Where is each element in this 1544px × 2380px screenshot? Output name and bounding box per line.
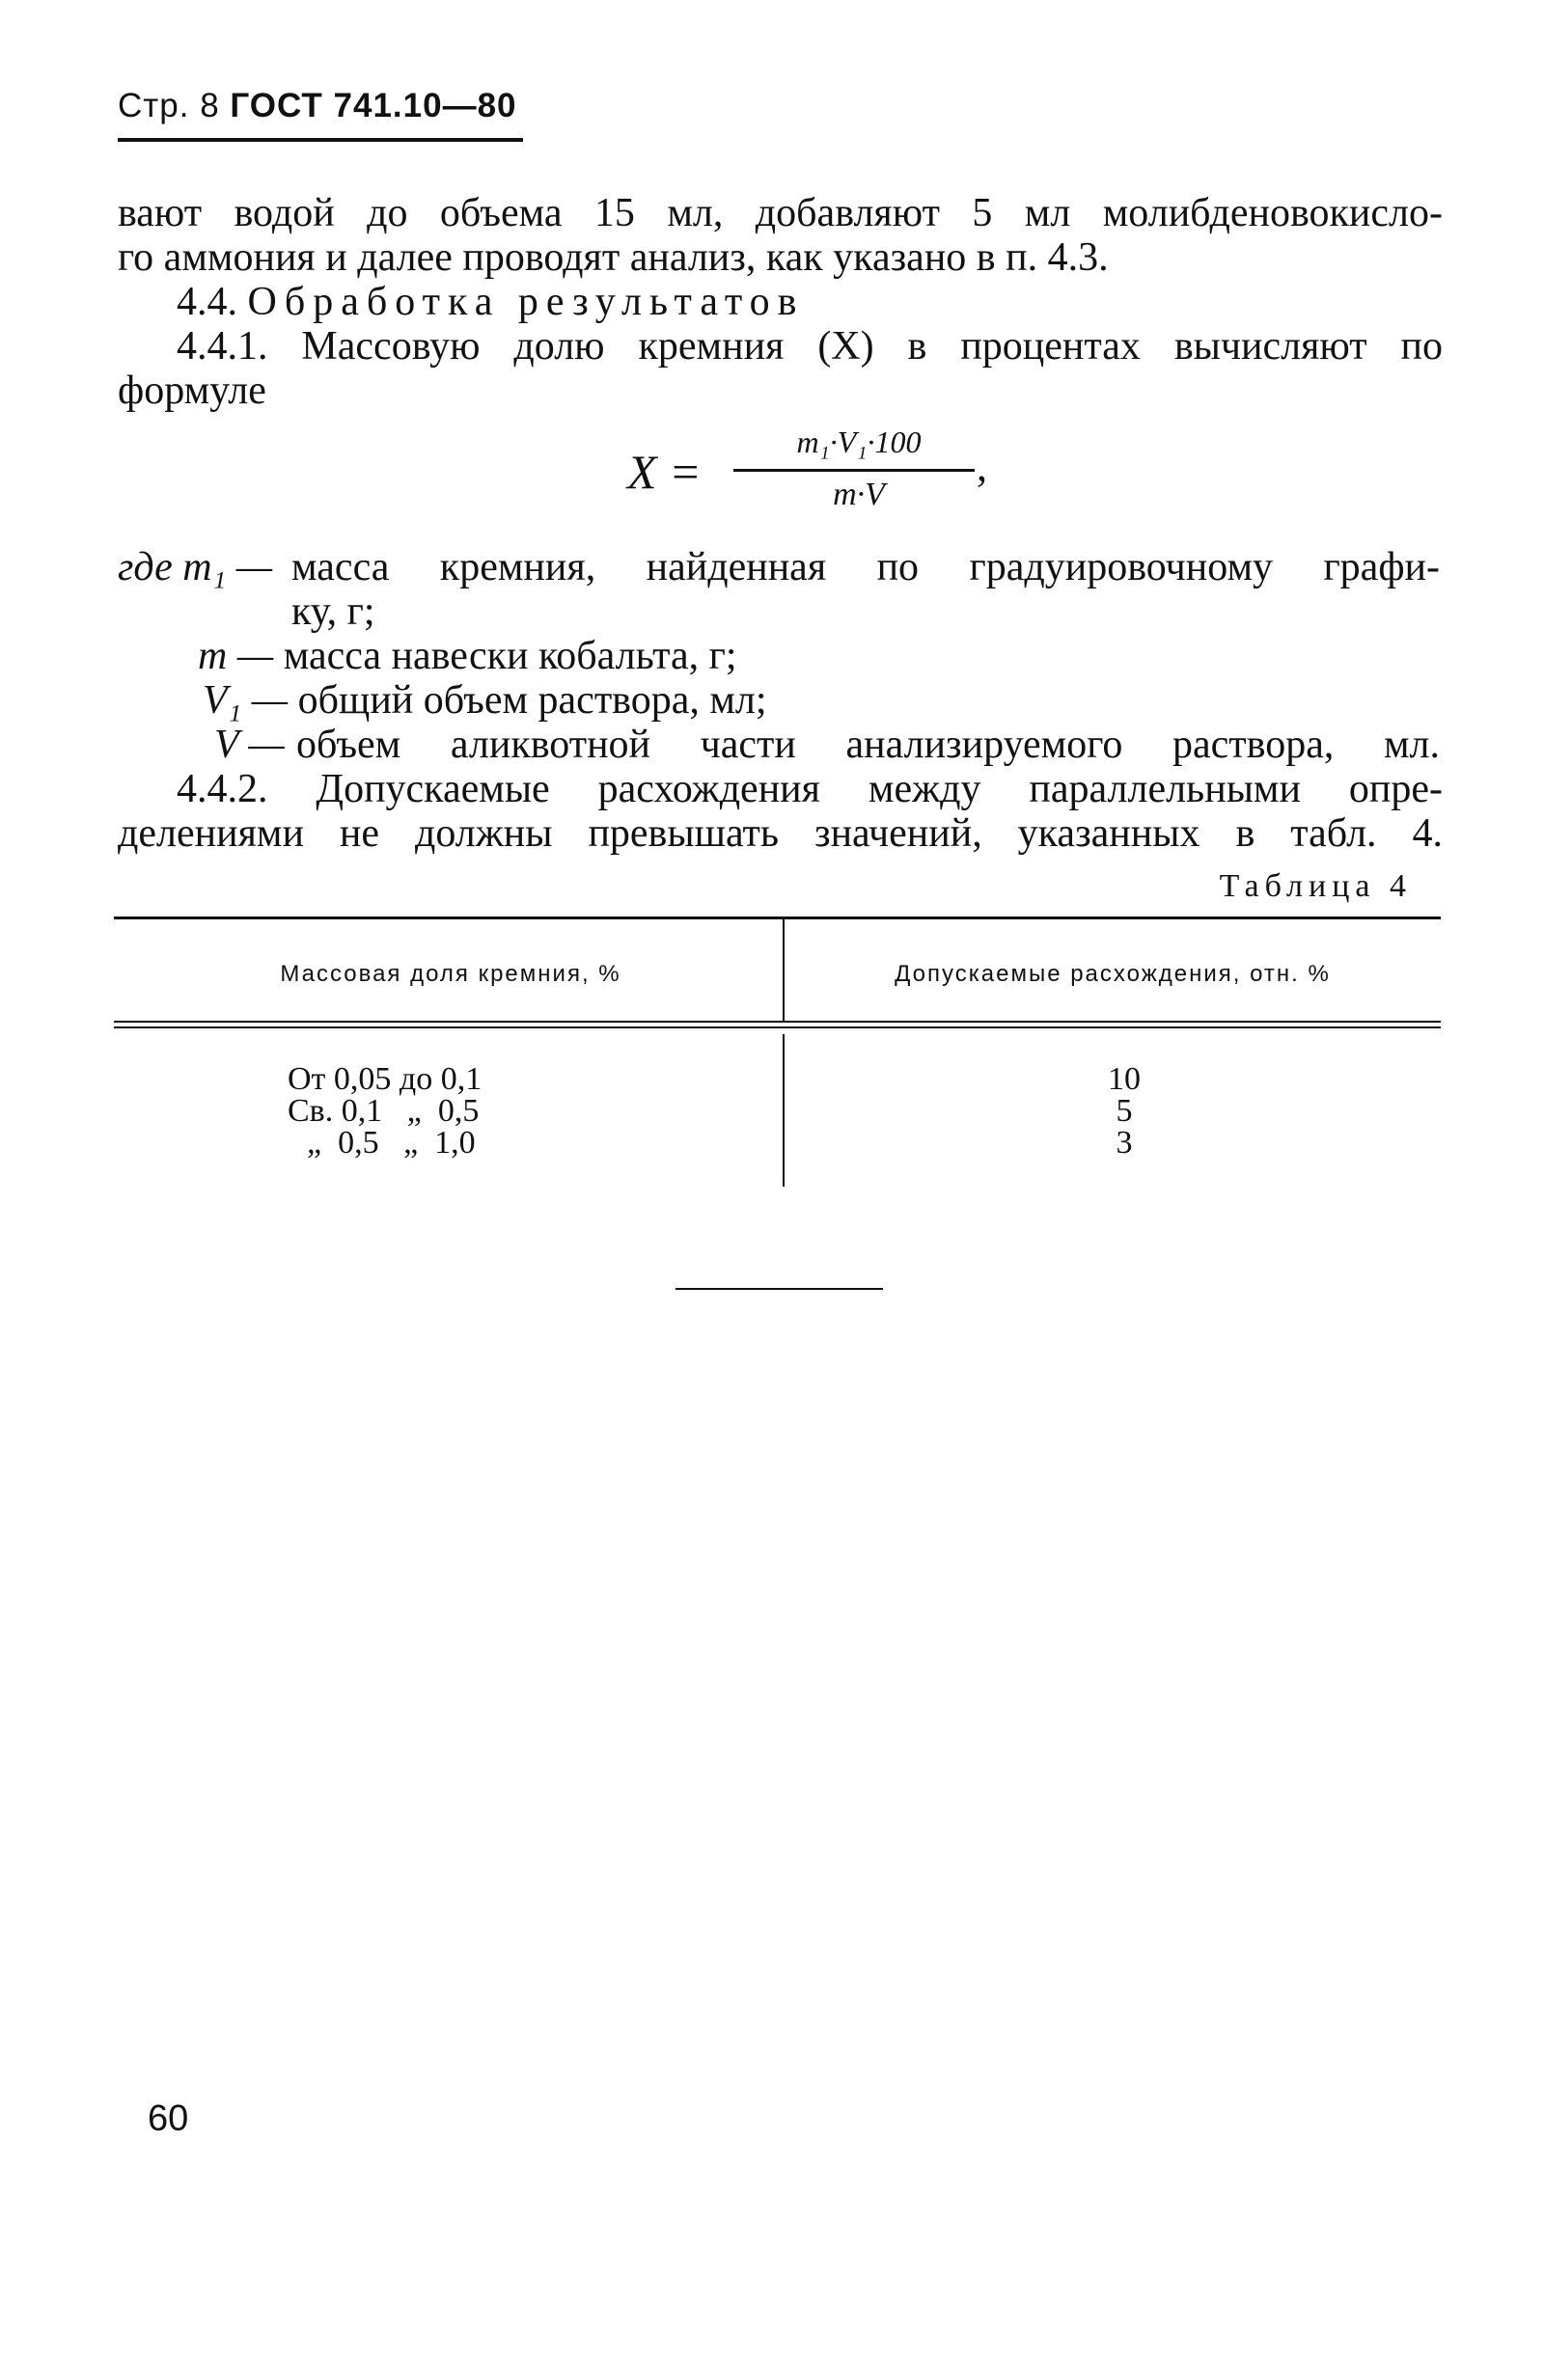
table-cell-value: 3 bbox=[1116, 1125, 1133, 1161]
formula-denominator: m·V bbox=[833, 477, 885, 512]
table-header-rule-2 bbox=[114, 1026, 1441, 1028]
p3-line2: делениями не должны превышать значений, указанных в табл. 4. bbox=[118, 811, 1443, 856]
table-header-rule-1 bbox=[114, 1021, 1441, 1023]
definition-text: общий объем раствора, мл; bbox=[297, 678, 767, 723]
definition-symbol: где m₁ — bbox=[118, 545, 273, 589]
table-cell-range: „ 0,5 „ 1,0 bbox=[307, 1125, 476, 1161]
p3-line1: 4.4.2. Допускаемые расхождения между параллельными опре- bbox=[177, 767, 1443, 811]
definition-m1 bbox=[118, 545, 1443, 589]
body-column-divider bbox=[783, 1034, 785, 1187]
header-rule bbox=[118, 138, 523, 142]
formula bbox=[627, 424, 987, 531]
p2-line1: 4.4.1. Массовую долю кремния (X) в процентах вычисляют по bbox=[177, 324, 1443, 369]
p1-line2: го аммония и далее проводят анализ, как указано в п. 4.3. bbox=[118, 235, 1109, 280]
table-cell-value: 5 bbox=[1116, 1093, 1133, 1129]
fraction-bar bbox=[733, 469, 975, 472]
definition-text: масса кремния, найденная по градуировочному графи- bbox=[291, 545, 1440, 589]
formula-comma: , bbox=[977, 443, 987, 490]
definition-text: объем аликвотной части анализируемого раствора, мл. bbox=[296, 723, 1440, 767]
table-cell-range: От 0,05 до 0,1 bbox=[288, 1061, 482, 1097]
table-header-col1: Массовая доля кремния, % bbox=[280, 961, 621, 987]
table-top-rule bbox=[114, 916, 1441, 919]
section-title: Обработка результатов bbox=[247, 280, 805, 324]
definition-symbol: m — bbox=[198, 634, 274, 678]
definition-m1-cont: ку, г; bbox=[291, 589, 375, 634]
formula-numerator: m₁·V₁·100 bbox=[796, 424, 922, 459]
end-rule bbox=[676, 1288, 883, 1290]
definition-symbol: V₁ — bbox=[203, 678, 289, 723]
running-header bbox=[118, 87, 517, 125]
definition-symbol: V — bbox=[214, 723, 285, 767]
table-cell-value: 10 bbox=[1108, 1061, 1141, 1097]
p2-line2: формуле bbox=[118, 369, 266, 413]
table-cell-range: Св. 0,1 „ 0,5 bbox=[288, 1093, 480, 1129]
section-number: 4.4. bbox=[177, 280, 237, 324]
table-header-col2: Допускаемые расхождения, отн. % bbox=[895, 961, 1331, 987]
definition-text: масса навески кобальта, г; bbox=[283, 634, 737, 678]
page-number: 60 bbox=[148, 2098, 189, 2139]
definition-m bbox=[198, 634, 737, 678]
standard-number: ГОСТ 741.10—80 bbox=[230, 87, 517, 124]
table-caption: Таблица 4 bbox=[1219, 868, 1412, 904]
definition-v1 bbox=[203, 678, 767, 723]
section-heading bbox=[177, 280, 805, 324]
page-label: Стр. 8 bbox=[118, 87, 220, 124]
formula-lhs: X = bbox=[627, 445, 702, 499]
definition-v bbox=[214, 723, 1443, 767]
p1-line1: вают водой до объема 15 мл, добавляют 5 мл молибденовокисло- bbox=[118, 191, 1443, 235]
